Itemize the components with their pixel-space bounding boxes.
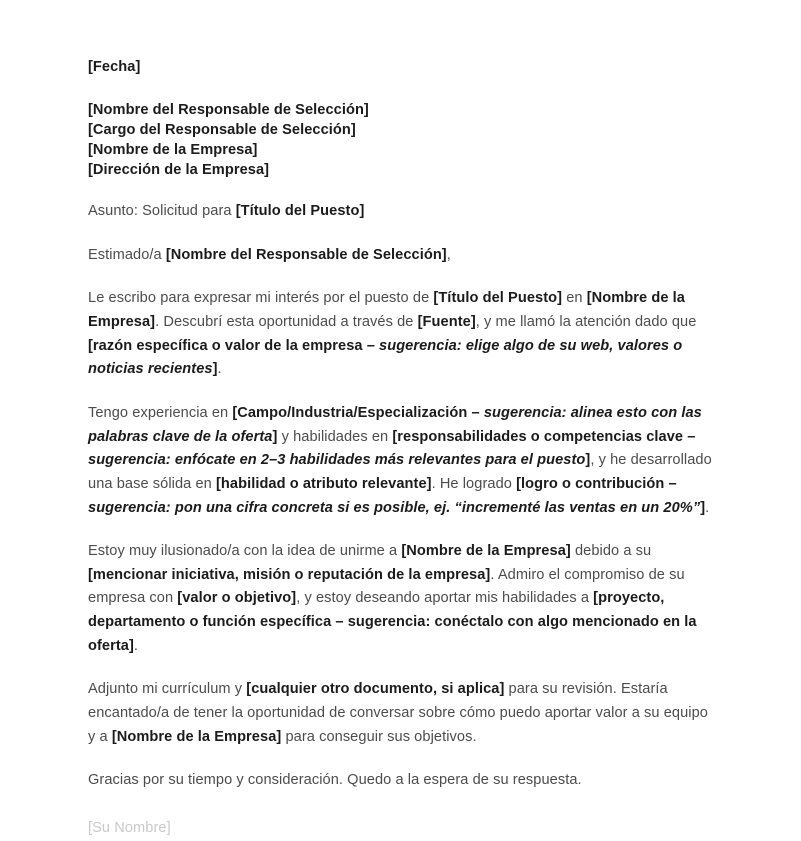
text-run-bold-italic: sugerencia: pon una cifra concreta si es posible, ej. “incrementé las ventas en un 20%” (88, 499, 701, 516)
text-run-bold: [habilidad o atributo relevante] (215, 475, 432, 492)
text-run-bold: [Fuente] (417, 314, 476, 331)
text-run-regular: Tengo experiencia en (88, 404, 233, 421)
text-run-bold: [Título del Puesto] (433, 290, 563, 307)
date-line (88, 56, 713, 80)
text-run-regular: . He logrado (431, 475, 517, 492)
salutation-placeholder: [Nombre del Responsable de Selección] (165, 246, 447, 263)
text-run-regular: , y me llamó la atención dado que (475, 314, 697, 331)
text-run-regular: Estoy muy ilusionado/a con la idea de unirme a (88, 543, 402, 560)
text-run-bold: [Nombre de la Empresa] (111, 728, 282, 745)
text-run-bold: ] (700, 499, 706, 516)
text-run-regular: debido a su (570, 543, 652, 560)
recipient-address-line: [Dirección de la Empresa] (88, 162, 270, 179)
text-run-regular: Le escribo para expresar mi interés por el puesto de (88, 290, 434, 307)
salutation-prefix: Estimado/a (88, 246, 166, 263)
text-run-bold: [mencionar iniciativa, misión o reputación de la empresa] (88, 566, 491, 583)
salutation-suffix: , (446, 246, 451, 263)
text-run-regular: Adjunto mi currículum y (88, 681, 247, 698)
text-run-regular: . (217, 361, 222, 378)
cover-letter-body (88, 56, 713, 836)
text-run-bold-italic: sugerencia: elige algo de su web, valores o noticias recientes (88, 337, 683, 378)
subject-placeholder: [Título del Puesto] (235, 203, 365, 220)
text-run-bold: ] (585, 452, 591, 469)
text-run-regular: . Descubrí esta oportunidad a través de (155, 314, 418, 331)
paragraph-experience (88, 402, 713, 520)
paragraph-attachments (88, 678, 713, 749)
text-run-bold: [responsabilidades o competencias clave – (392, 428, 696, 445)
text-run-bold: [cualquier otro documento, si aplica] (246, 681, 505, 698)
text-run-bold: [logro o contribución – (516, 475, 677, 492)
text-run-bold-italic: sugerencia: alinea esto con las palabras clave de la oferta (88, 404, 702, 445)
text-run-bold: [Nombre de la Empresa] (88, 290, 685, 331)
recipient-title-line: [Cargo del Responsable de Selección] (88, 121, 356, 138)
closing-line: Gracias por su tiempo y consideración. Quedo a la espera de su respuesta. (88, 772, 582, 789)
recipient-company-line: [Nombre de la Empresa] (88, 141, 258, 158)
text-run-regular: . (705, 499, 710, 516)
text-run-bold: [Nombre de la Empresa] (401, 543, 571, 560)
subject-line (88, 200, 713, 224)
text-run-bold: ] (272, 428, 278, 445)
text-run-bold: ] (212, 361, 218, 378)
clipped-signature-line: [Su Nombre] (88, 819, 171, 836)
text-run-regular: para conseguir sus objetivos. (281, 728, 477, 745)
salutation-line (88, 244, 713, 268)
text-run-bold-italic: sugerencia: enfócate en 2–3 habilidades más relevantes para el puesto (88, 452, 586, 469)
text-run-regular: y habilidades en (277, 428, 393, 445)
paragraph-motivation (88, 540, 713, 658)
recipient-name-line: [Nombre del Responsable de Selección] (88, 101, 369, 118)
text-run-regular: , y he desarrollado una base sólida en (88, 452, 712, 492)
date-placeholder: [Fecha] (88, 59, 141, 75)
text-run-bold: [razón específica o valor de la empresa – (88, 337, 380, 354)
subject-label: Asunto: Solicitud para (88, 203, 236, 220)
text-run-regular: . (133, 637, 139, 654)
paragraph-intro (88, 287, 713, 382)
text-run-regular: , y estoy deseando aportar mis habilidades a (296, 590, 594, 607)
text-run-regular: . Admiro el compromiso de su empresa con (88, 566, 685, 607)
text-run-bold: [proyecto, departamento o función específica – sugerencia: conéctalo con algo mencionado en la oferta] (88, 590, 697, 654)
text-run-regular: para su revisión. Estaría encantado/a de tener la oportunidad de conversar sobre cómo puedo aportar valor a su equipo y a (88, 681, 708, 745)
text-run-bold: [Campo/Industria/Especialización – (232, 404, 484, 421)
recipient-address-block (88, 100, 713, 181)
text-run-regular: en (562, 290, 587, 307)
text-run-bold: [valor o objetivo] (177, 590, 297, 607)
